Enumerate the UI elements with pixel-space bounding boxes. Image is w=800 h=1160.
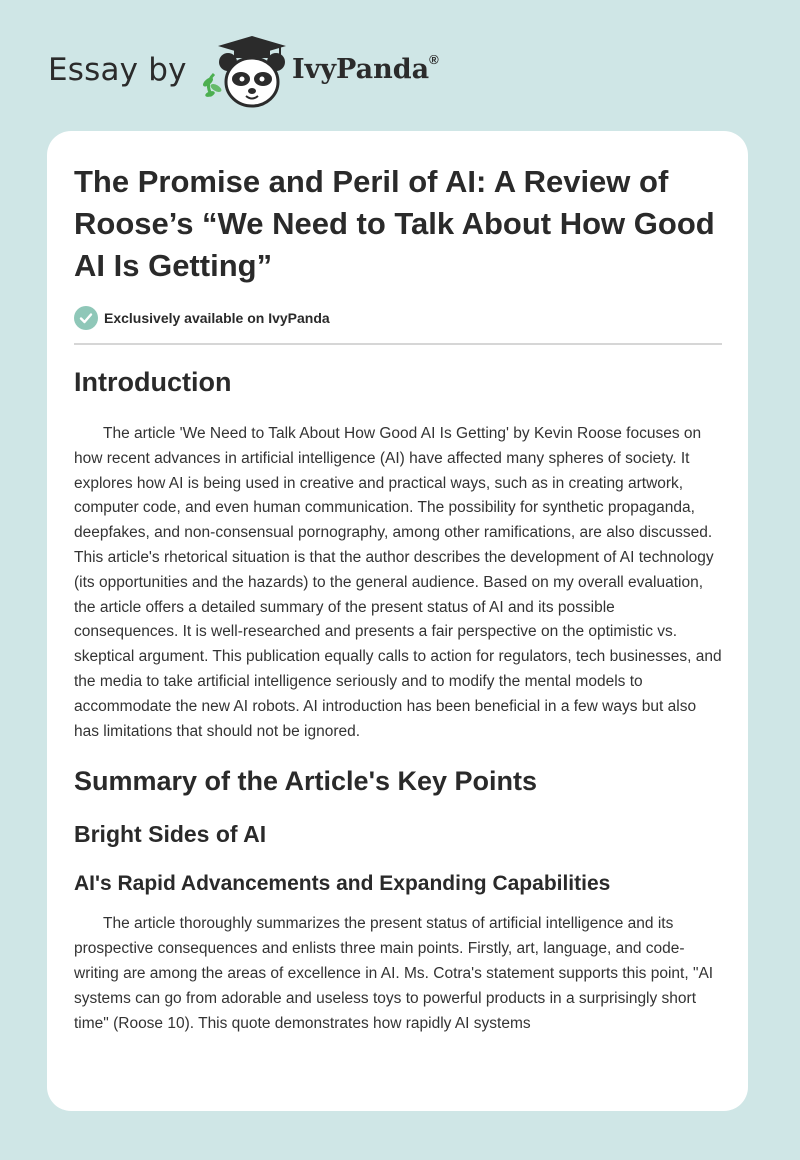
brand-name[interactable]: IvyPanda® [292,52,439,85]
site-header [48,30,548,110]
exclusive-badge [74,305,722,331]
rapid-advancements-heading: AI's Rapid Advancements and Expanding Capabilities [74,872,611,896]
title-divider [74,343,722,345]
exclusive-label: Exclusively available on IvyPanda [104,310,330,326]
essay-title: The Promise and Peril of AI: A Review of Roose’s “We Need to Talk About How Good AI Is Getting” [74,164,715,283]
essay-content [74,161,722,1036]
introduction-paragraph: The article 'We Need to Talk About How Good AI Is Getting' by Kevin Roose focuses on how recent advances in artificial intelligence (AI) have affected many spheres of society. It explores how AI is being used in creative and practical ways, such as in creating artwork, computer code, and even human communication. The possibility for synthetic propaganda, deepfakes, and non-consensual pornography, among other ramifications, are also discussed. This article's rhetorical situation is that the author describes the development of AI technology (its opportunities and the hazards) to the general audience. Based on my overall evaluation, the article offers a detailed summary of the present status of AI and its possible consequences. It is well-researched and presents a fair perspective on the optimistic vs. skeptical argument. This publication equally calls to action for regulators, tech businesses, and the media to take artificial intelligence seriously and to modify the mental models to accommodate the new AI robots. AI introduction has been beneficial in a few ways but also has limitations that should not be ignored. [74,425,722,740]
essay-card [47,131,748,1111]
essay-by-label: Essay by [48,52,187,88]
panda-logo-icon[interactable] [200,34,290,110]
registered-mark: ® [429,52,439,67]
introduction-heading: Introduction [74,367,232,397]
rapid-advancements-paragraph: The article thoroughly summarizes the present status of artificial intelligence and its prospective consequences and enlists three main points. Firstly, art, language, and code-writing are among the areas of excellence in AI. Ms. Cotra's statement supports this point, "AI systems can go from adorable and useless toys to powerful products in a surprisingly short time" (Roose 10). This quote demonstrates how rapidly AI systems [74,915,714,1032]
bright-sides-heading: Bright Sides of AI [74,821,267,848]
check-circle-icon [74,306,98,330]
summary-heading: Summary of the Article's Key Points [74,766,538,797]
